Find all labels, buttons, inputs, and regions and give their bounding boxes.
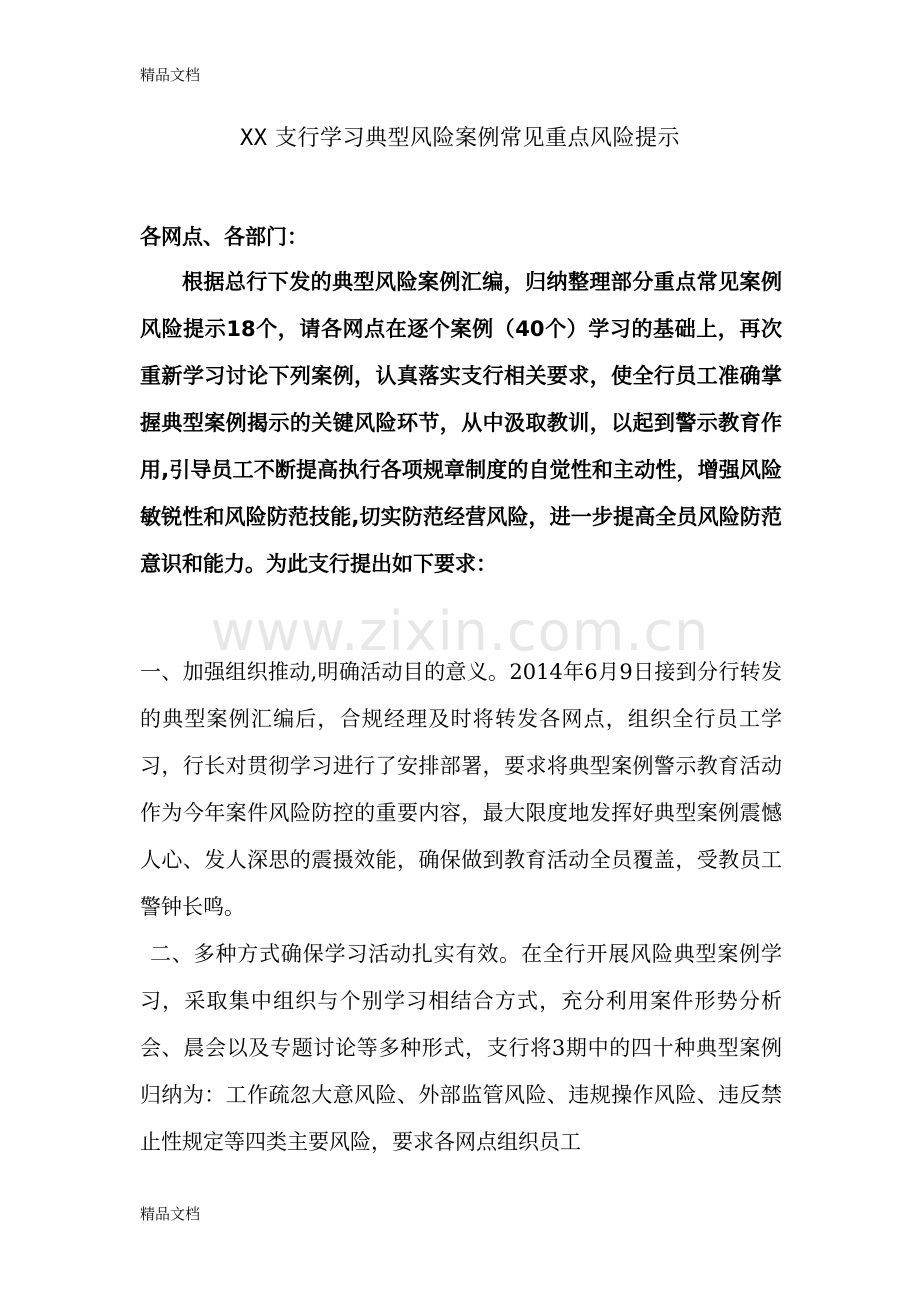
section-paragraph-2: 二、多种方式确保学习活动扎实有效。在全行开展风险典型案例学习，采取集中组织与个别学习相结合方式，充分利用案件形势分析会、晨会以及专题讨论等多种形式，支行将3期中的四十种典型案例归纳为：工作疏忽大意风险、外部监管风险、违规操作风险、违反禁止性规定等四类主要风险，要求各网点组织员工 (140, 942, 782, 1154)
section-paragraph-1: 一、加强组织推动,明确活动目的意义。2014年6月9日接到分行转发的典型案例汇编后，合规经理及时将转发各网点，组织全行员工学习，行长对贯彻学习进行了安排部署，要求将典型案例警示教育活动作为今年案件风险防控的重要内容，最大限度地发挥好典型案例震憾人心、发人深思的震摄效能，确保做到教育活动全员覆盖，受教员工警钟长鸣。 (140, 660, 782, 919)
title-prefix: XX (240, 126, 268, 151)
intro-paragraph: 根据总行下发的典型风险案例汇编，归纳整理部分重点常见案例风险提示18个，请各网点在逐个案例（40个）学习的基础上，再次重新学习讨论下列案例，认真落实支行相关要求，使全行员工准确掌握典型案例揭示的关键风险环节，从中汲取教训，以起到警示教育作用,引导员工不断提高执行各项规章制度的自觉性和主动性，增强风险敏锐性和风险防范技能,切实防范经营风险，进一步提高全员风险防范意识和能力。为此支行提出如下要求： (140, 270, 782, 576)
document-title (0, 121, 920, 152)
greeting-line: 各网点、各部门： (140, 225, 308, 249)
watermark: www.zixin.com.cn (210, 600, 710, 663)
title-text: 支行学习典型风险案例常见重点风险提示 (267, 126, 680, 151)
page-footer-note: 精品文档 (140, 1205, 201, 1223)
page-header-note: 精品文档 (140, 66, 201, 84)
